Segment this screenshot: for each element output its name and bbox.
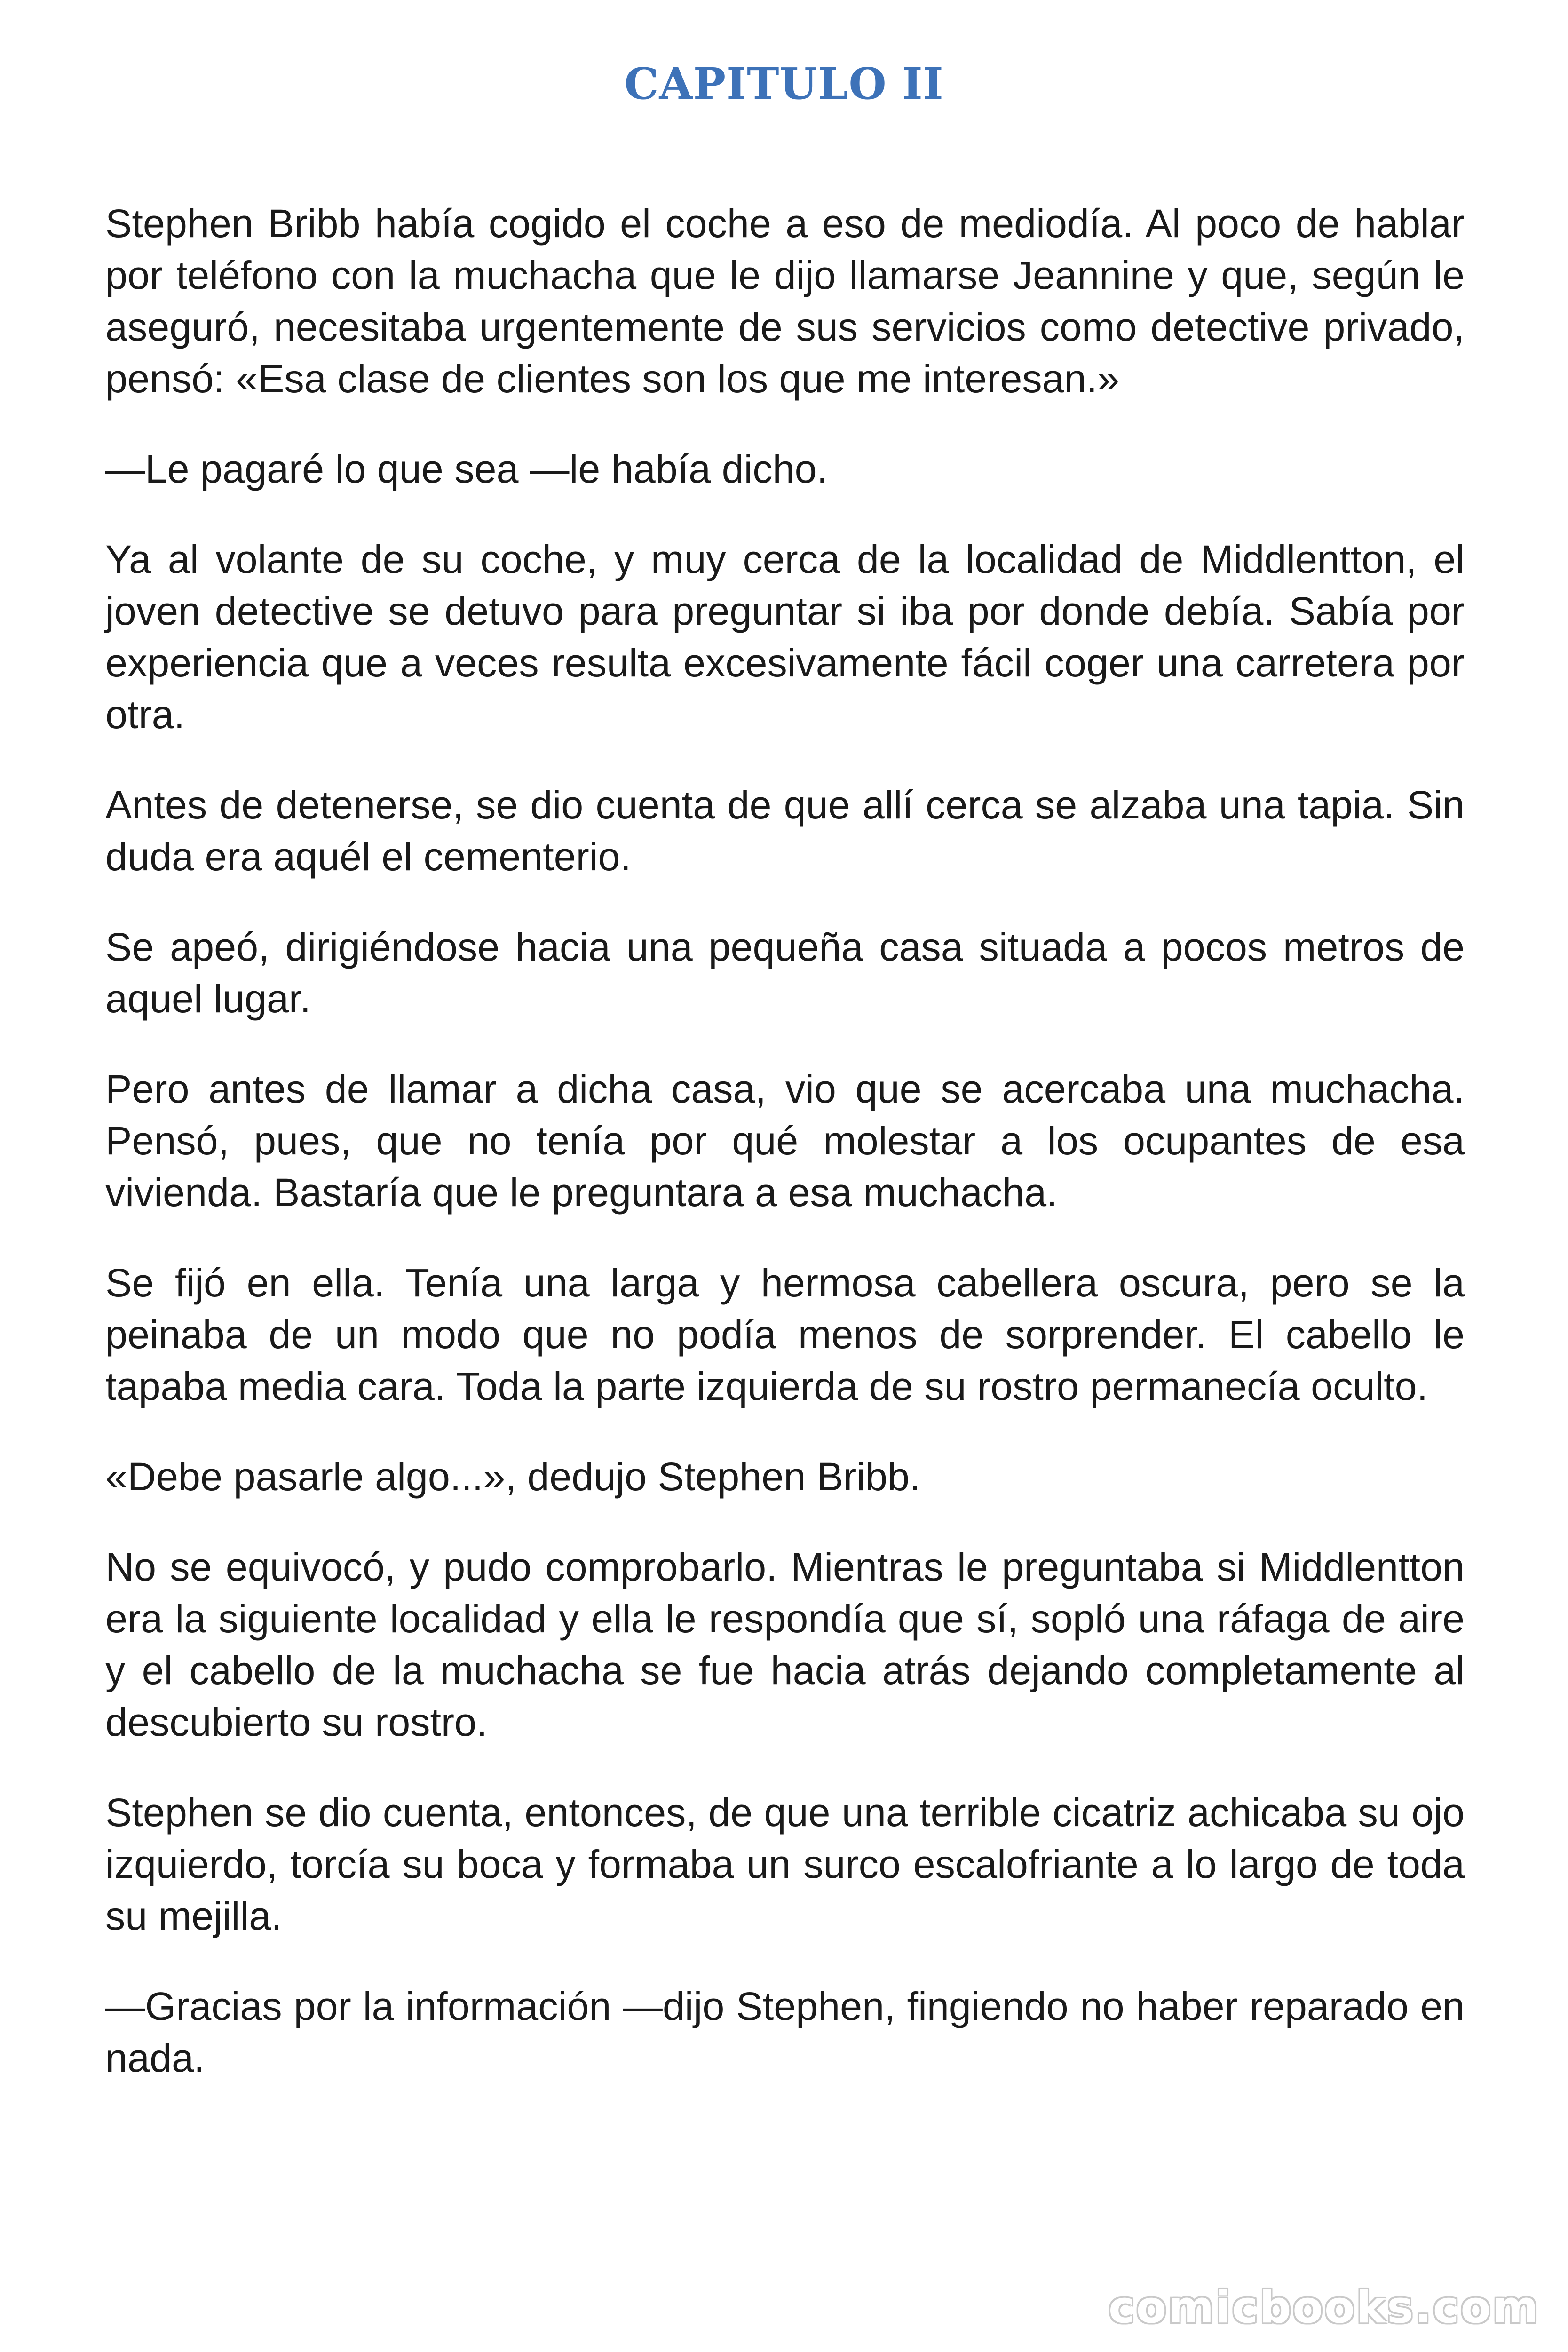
- chapter-body: [105, 198, 1465, 2122]
- chapter-title: CAPITULO II: [624, 58, 944, 109]
- paragraph: «Debe pasarle algo...», dedujo Stephen Bribb.: [105, 1454, 921, 1499]
- paragraph: Stephen se dio cuenta, entonces, de que una terrible cicatriz achicaba su ojo izquierdo, torcía su boca y formaba un surco escalofriante a lo largo de toda su mejilla.: [105, 1790, 1465, 1938]
- paragraph: —Gracias por la información —dijo Stephen, fingiendo no haber reparado en nada.: [105, 1984, 1465, 2080]
- watermark: comicbooks.com: [1108, 2282, 1540, 2333]
- paragraph: Antes de detenerse, se dio cuenta de que allí cerca se alzaba una tapia. Sin duda era aquél el cementerio.: [105, 783, 1465, 879]
- paragraph: No se equivocó, y pudo comprobarlo. Mientras le preguntaba si Middlentton era la siguiente localidad y ella le respondía que sí, sopló una ráfaga de aire y el cabello de la muchacha se fue hacia atrás dejando completamente al descubierto su rostro.: [105, 1545, 1465, 1744]
- paragraph: —Le pagaré lo que sea —le había dicho.: [105, 447, 828, 491]
- paragraph: Pero antes de llamar a dicha casa, vio que se acercaba una muchacha. Pensó, pues, que no tenía por qué molestar a los ocupantes de esa vivienda. Bastaría que le preguntara a esa muchacha.: [105, 1067, 1465, 1215]
- paragraph: Stephen Bribb había cogido el coche a eso de mediodía. Al poco de hablar por teléfono con la muchacha que le dijo llamarse Jeannine y que, según le aseguró, necesitaba urgentemente de sus servicios como detective privado, pensó: «Esa clase de clientes son los que me interesan.»: [105, 201, 1465, 401]
- paragraph: Se apeó, dirigiéndose hacia una pequeña casa situada a pocos metros de aquel lugar.: [105, 925, 1465, 1021]
- paragraph: Ya al volante de su coche, y muy cerca de la localidad de Middlentton, el joven detective se detuvo para preguntar si iba por donde debía. Sabía por experiencia que a veces resulta excesivamente fácil coger una carretera por otra.: [105, 537, 1465, 737]
- paragraph: Se fijó en ella. Tenía una larga y hermosa cabellera oscura, pero se la peinaba de un modo que no podía menos de sorprender. El cabello le tapaba media cara. Toda la parte izquierda de su rostro permanecía oculto.: [105, 1261, 1465, 1408]
